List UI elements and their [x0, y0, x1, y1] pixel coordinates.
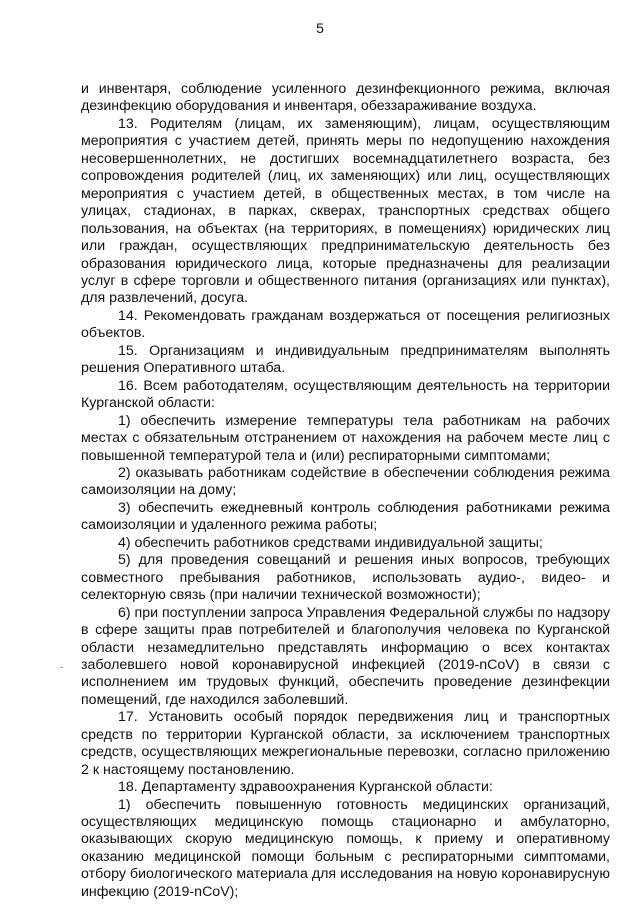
paragraph-16-item-2: 2) оказывать работникам содействие в обеспечении соблюдения режима самоизоляции на дому; — [81, 464, 610, 499]
paragraph-15: 15. Организациям и индивидуальным предпринимателям выполнять решения Оперативного штаба. — [81, 342, 610, 377]
paragraph-16-item-1: 1) обеспечить измерение температуры тела работникам на рабочих местах с обязательным отстранением от нахождения на рабочем месте лиц с повышенной температурой тела и (или) респираторными симптомами; — [81, 412, 610, 464]
paragraph-16-item-5: 5) для проведения совещаний и решения иных вопросов, требующих совместного пребывания работников, использовать аудио-, видео- и селекторную связь (при наличии технической возможности); — [81, 552, 610, 604]
paragraph-13: 13. Родителям (лицам, их заменяющим), лицам, осуществляющим мероприятия с участием детей, принять меры по недопущению нахождения несовершеннолетних, не достигших восемнадцатилетнего возраста, без сопровождения родителей (лиц, их заменяющих) или лиц, осуществляющих мероприятия с участием детей, в общественных местах, в том числе на улицах, стадионах, в парках, скверах, транспортных средствах общего пользования, на объектах (на территориях, в помещениях) юридических лиц или граждан, осуществляющих предпринимательскую деятельность без образования юридического лица, которые предназначены для реализации услуг в сфере торговли и общественного питания (организациях или пунктах), для развлечений, досуга. — [81, 115, 610, 307]
margin-mark — [60, 667, 63, 668]
document-body — [81, 81, 610, 901]
paragraph-18: 18. Департаменту здравоохранения Курганской области: — [118, 779, 493, 796]
paragraph-17: 17. Установить особый порядок передвижения лиц и транспортных средств по территории Курганской области, за исключением транспортных средств, осуществляющих межрегиональные перевозки, согласно приложению 2 к настоящему постановлению. — [81, 709, 610, 778]
paragraph-continuation: и инвентаря, соблюдение усиленного дезинфекционного режима, включая дезинфекцию оборудования и инвентаря, обеззараживание воздуха. — [81, 81, 610, 115]
paragraph-18-item-1: 1) обеспечить повышенную готовность медицинских организаций, осуществляющих медицинскую помощь стационарно и амбулаторно, оказывающих скорую медицинскую помощь, к приему и оперативному оказанию медицинской помощи больным с респираторными симптомами, отбору биологического материала для исследования на новую коронавирусную инфекцию (2019-nCoV); — [81, 796, 610, 900]
paragraph-16: 16. Всем работодателям, осуществляющим деятельность на территории Курганской области: — [81, 377, 610, 412]
paragraph-16-item-6: 6) при поступлении запроса Управления Федеральной службы по надзору в сфере защиты прав потребителей и благополучия человека по Курганской области незамедлительно представлять информацию о всех контактах заболевшего новой коронавирусной инфекцией (2019-nCoV) в связи с исполнением им трудовых функций, обеспечить проведение дезинфекции помещений, где находился заболевший. — [81, 604, 610, 708]
paragraph-14: 14. Рекомендовать гражданам воздержаться от посещения религиозных объектов. — [81, 307, 610, 342]
paragraph-16-item-4: 4) обеспечить работников средствами индивидуальной защиты; — [118, 534, 543, 551]
paragraph-16-item-3: 3) обеспечить ежедневный контроль соблюдения работниками режима самоизоляции и удаленного режима работы; — [81, 499, 610, 534]
page-number: 5 — [316, 20, 324, 36]
